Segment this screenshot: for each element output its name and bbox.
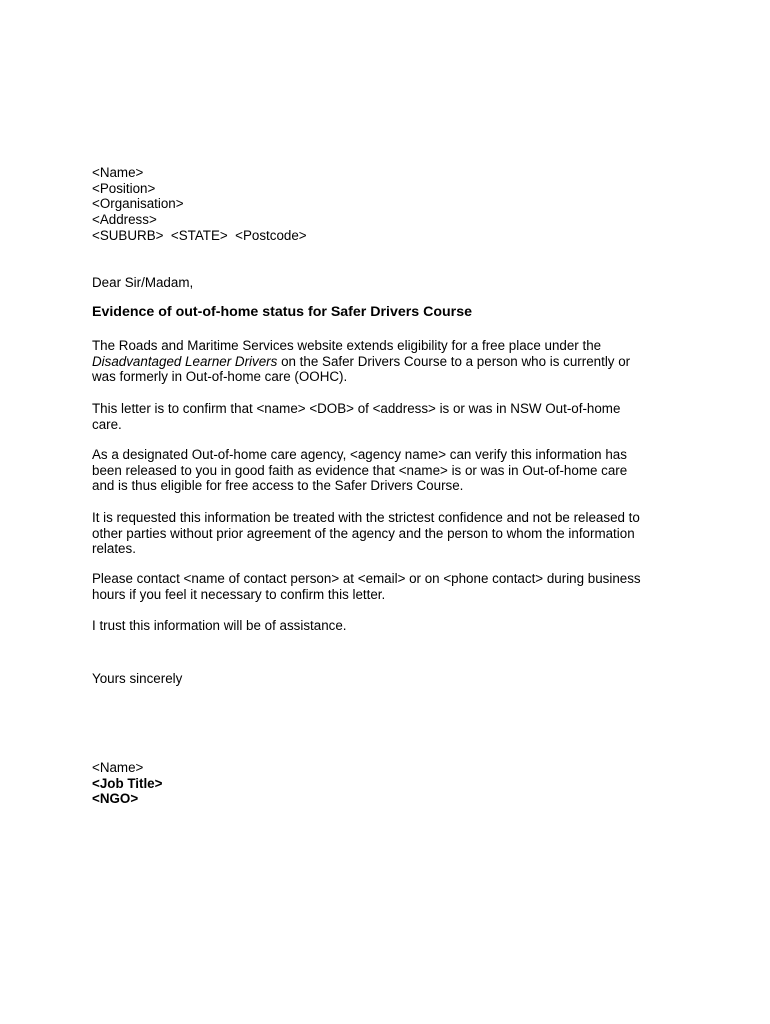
recipient-name: <Name> <box>92 165 144 180</box>
paragraph-eligibility <box>92 338 692 385</box>
signature-name: <Name> <box>92 760 144 775</box>
recipient-address-block <box>92 165 692 244</box>
recipient-suburb-state-postcode: <SUBURB> <STATE> <Postcode> <box>92 227 307 243</box>
recipient-organisation: <Organisation> <box>92 196 184 212</box>
paragraph-line: and is thus eligible for free access to the Safer Drivers Course. <box>92 478 464 494</box>
paragraph-line: Please contact <name of contact person> at <email> or on <phone contact> during business <box>92 571 641 586</box>
recipient-position: <Position> <box>92 180 156 196</box>
recipient-address: <Address> <box>92 212 157 228</box>
paragraph-line: I trust this information will be of assistance. <box>92 618 347 633</box>
paragraph-line-rest: on the Safer Drivers Course to a person who is currently or <box>277 353 631 369</box>
paragraph-line: It is requested this information be treated with the strictest confidence and not be released to <box>92 510 640 525</box>
paragraph-line: care. <box>92 416 122 432</box>
paragraph-line <box>92 354 692 370</box>
salutation <box>92 275 692 291</box>
paragraph-confidentiality <box>92 510 692 557</box>
paragraph-line: relates. <box>92 541 136 557</box>
paragraph-line: hours if you feel it necessary to confirm this letter. <box>92 586 386 602</box>
signature-block <box>92 760 692 807</box>
paragraph-trust <box>92 618 692 634</box>
signature-job-title: <Job Title> <box>92 775 163 791</box>
subject-text: Evidence of out-of-home status for Safer Drivers Course <box>92 304 472 320</box>
paragraph-agency <box>92 447 692 494</box>
paragraph-line: other parties without prior agreement of the agency and the person to whom the information <box>92 525 635 541</box>
paragraph-line: was formerly in Out-of-home care (OOHC). <box>92 369 348 385</box>
paragraph-line: As a designated Out-of-home care agency, <agency name> can verify this information has <box>92 447 627 462</box>
salutation-text: Dear Sir/Madam, <box>92 275 194 290</box>
paragraph-confirm <box>92 401 692 432</box>
paragraph-line: The Roads and Maritime Services website extends eligibility for a free place under the <box>92 338 602 353</box>
closing-text: Yours sincerely <box>92 671 183 686</box>
program-name-italic: Disadvantaged Learner Drivers <box>92 353 278 369</box>
paragraph-contact <box>92 571 692 602</box>
paragraph-line: This letter is to confirm that <name> <DOB> of <address> is or was in NSW Out-of-home <box>92 401 621 416</box>
signature-ngo: <NGO> <box>92 791 139 807</box>
paragraph-line: been released to you in good faith as evidence that <name> is or was in Out-of-home care <box>92 462 628 478</box>
closing <box>92 671 692 687</box>
subject-heading <box>92 305 692 321</box>
